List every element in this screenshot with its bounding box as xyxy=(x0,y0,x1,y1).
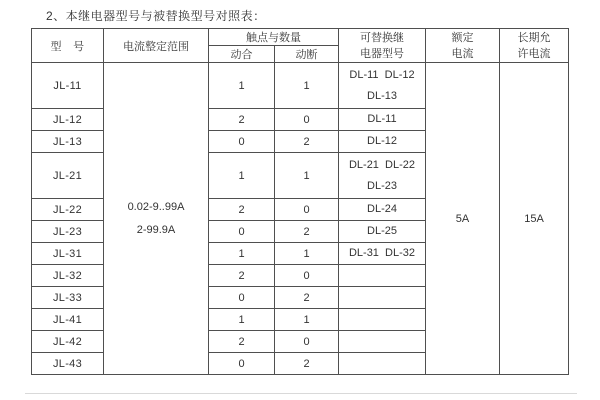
replaceable-model-line: DL-11 xyxy=(367,113,397,125)
replaceable-models-cell xyxy=(339,243,426,265)
contact-nc-cell: 1 xyxy=(275,309,339,331)
contact-nc-cell: 1 xyxy=(275,153,339,199)
replaceable-models-cell xyxy=(339,153,426,199)
table-caption: 2、本继电器型号与被替换型号对照表： xyxy=(46,9,266,23)
table-header xyxy=(32,29,569,63)
contact-nc-cell: 2 xyxy=(275,131,339,153)
contact-no-cell: 0 xyxy=(209,287,275,309)
model-cell: JL-11 xyxy=(32,63,104,109)
header-model: 型 号 xyxy=(32,29,104,63)
contact-no-cell: 0 xyxy=(209,353,275,375)
contact-no-cell: 0 xyxy=(209,221,275,243)
header-longterm-current xyxy=(500,29,569,63)
contact-nc-cell: 0 xyxy=(275,109,339,131)
header-longterm-line1: 长期允 xyxy=(517,31,551,44)
contact-nc-cell: 2 xyxy=(275,221,339,243)
contact-no-cell: 2 xyxy=(209,331,275,353)
current-range-line: 0.02-9..99A xyxy=(127,200,185,213)
contact-no-cell: 1 xyxy=(209,309,275,331)
table-row xyxy=(32,63,569,109)
replaceable-models-cell xyxy=(339,265,426,287)
current-range-cell xyxy=(104,63,209,375)
model-cell: JL-21 xyxy=(32,153,104,199)
contact-nc-cell: 1 xyxy=(275,243,339,265)
model-cell: JL-33 xyxy=(32,287,104,309)
contact-no-cell: 1 xyxy=(209,63,275,109)
replaceable-models-cell xyxy=(339,63,426,109)
contact-no-cell: 0 xyxy=(209,131,275,153)
replaceable-models-cell xyxy=(339,353,426,375)
model-cell: JL-42 xyxy=(32,331,104,353)
model-cell: JL-23 xyxy=(32,221,104,243)
replaceable-models-cell xyxy=(339,131,426,153)
replaceable-model-line: DL-24 xyxy=(367,203,397,215)
replaceable-model-line: DL-31 DL-32 xyxy=(348,247,416,259)
replaceable-model-line: DL-23 xyxy=(367,179,397,192)
replaceable-models-cell xyxy=(339,221,426,243)
model-cell: JL-43 xyxy=(32,353,104,375)
header-replaceable-line1: 可替换继 xyxy=(360,31,404,44)
longterm-current-cell: 15A xyxy=(500,63,569,375)
model-cell: JL-41 xyxy=(32,309,104,331)
contact-nc-cell: 0 xyxy=(275,265,339,287)
header-contact-nc: 动断 xyxy=(275,46,339,63)
model-cell: JL-13 xyxy=(32,131,104,153)
contact-no-cell: 2 xyxy=(209,265,275,287)
page-bottom-divider xyxy=(25,393,577,394)
model-cell: JL-31 xyxy=(32,243,104,265)
replaceable-models-cell xyxy=(339,331,426,353)
contact-nc-cell: 2 xyxy=(275,287,339,309)
current-range-line: 2-99.9A xyxy=(136,223,176,236)
contact-nc-cell: 0 xyxy=(275,331,339,353)
replaceable-models-cell xyxy=(339,287,426,309)
contact-no-cell: 2 xyxy=(209,199,275,221)
replaceable-model-line: DL-13 xyxy=(367,89,397,102)
header-rated-line2: 电流 xyxy=(451,47,474,60)
contact-no-cell: 2 xyxy=(209,109,275,131)
header-longterm-line2: 许电流 xyxy=(517,47,551,60)
header-contacts-group: 触点与数量 xyxy=(209,29,339,46)
replaceable-model-line: DL-21 DL-22 xyxy=(348,158,416,171)
contact-no-cell: 1 xyxy=(209,153,275,199)
replaceable-model-line: DL-11 DL-12 xyxy=(349,68,415,81)
model-cell: JL-22 xyxy=(32,199,104,221)
contact-nc-cell: 0 xyxy=(275,199,339,221)
header-rated-line1: 额定 xyxy=(451,31,474,44)
replaceable-model-line: DL-12 xyxy=(367,135,397,147)
header-contact-no: 动合 xyxy=(209,46,275,63)
header-rated-current xyxy=(426,29,500,63)
relay-comparison-table xyxy=(31,28,569,375)
replaceable-models-cell xyxy=(339,309,426,331)
header-replaceable-line2: 电器型号 xyxy=(360,47,404,60)
replaceable-models-cell xyxy=(339,109,426,131)
header-replaceable xyxy=(339,29,426,63)
contact-nc-cell: 2 xyxy=(275,353,339,375)
rated-current-cell: 5A xyxy=(426,63,500,375)
replaceable-model-line: DL-25 xyxy=(367,225,397,237)
replaceable-models-cell xyxy=(339,199,426,221)
header-current-range: 电流整定范围 xyxy=(104,29,209,63)
model-cell: JL-32 xyxy=(32,265,104,287)
contact-nc-cell: 1 xyxy=(275,63,339,109)
table-body xyxy=(32,63,569,375)
model-cell: JL-12 xyxy=(32,109,104,131)
header-row-1 xyxy=(32,29,569,46)
contact-no-cell: 1 xyxy=(209,243,275,265)
